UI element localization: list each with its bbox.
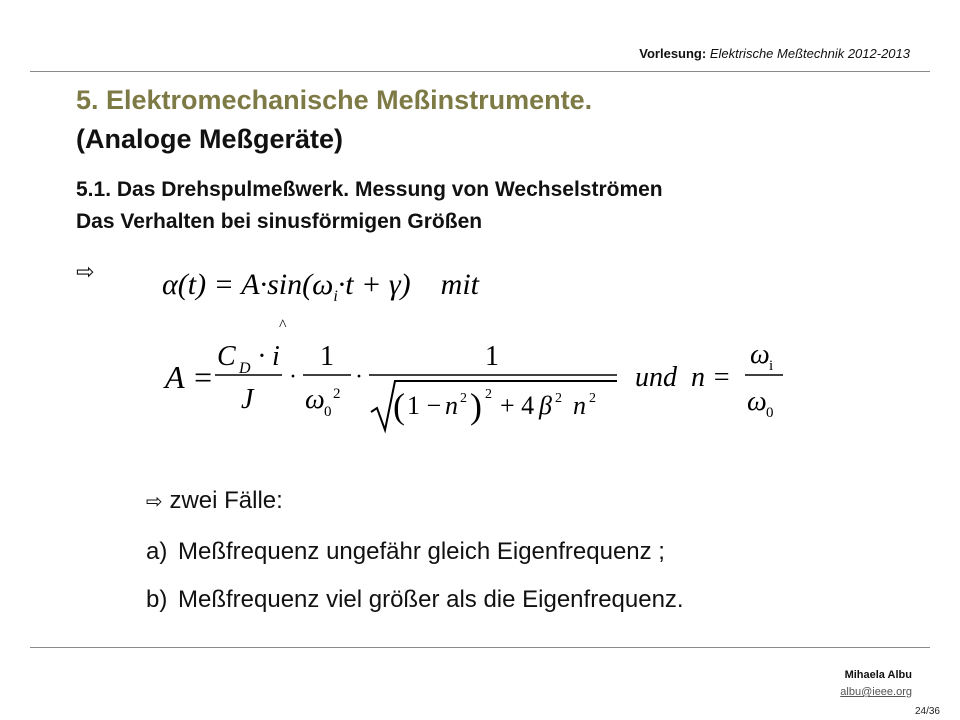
n2-sup: 2 [589, 391, 596, 406]
footer-email-link[interactable]: albu@ieee.org [840, 686, 912, 698]
one-minus: 1 − [407, 391, 442, 420]
slide-subtitle: (Analoge Meßgeräte) [76, 124, 344, 154]
formula-alpha-rest: ·t + γ) [337, 268, 411, 301]
formula-amplitude [155, 318, 795, 438]
slide-title: 5. Elektromechanische Meßinstrumente. [76, 85, 593, 115]
lecture-header [0, 46, 960, 61]
paren-close: ) [470, 386, 482, 426]
symbol-beta: β [539, 391, 552, 420]
formula-mit: mit [440, 268, 480, 301]
dot-2: · [355, 364, 363, 390]
omega-i: ω [750, 339, 770, 370]
formula-alpha-main: α(t) = A·sin(ω [162, 268, 334, 301]
symbol-omega0: ω [305, 384, 325, 415]
header-course: Elektrische Meßtechnik 2012-2013 [709, 46, 910, 61]
paren-open: ( [393, 386, 405, 426]
header-prefix: Vorlesung: [639, 46, 707, 61]
footer-divider [30, 647, 930, 648]
case-a-label: a) [146, 538, 168, 565]
n-sup: 2 [460, 391, 467, 406]
symbol-n: n [445, 391, 458, 420]
dot-1: · [289, 364, 297, 390]
arrow-icon: ⇨ [76, 260, 95, 285]
cases-intro [146, 486, 283, 516]
formula-alpha [162, 268, 479, 306]
header-divider [30, 71, 930, 72]
page-number: 24/36 [914, 706, 940, 717]
omega-0-den: ω [747, 386, 767, 417]
case-a-text: Meßfrequenz ungefähr gleich Eigenfrequenz ; [178, 538, 665, 565]
hat-accent: ^ [279, 318, 287, 334]
case-a [146, 537, 665, 567]
footer-author: Mihaela Albu [844, 669, 912, 681]
case-b [146, 585, 684, 615]
omega0-sup: 2 [333, 386, 341, 402]
case-b-label: b) [146, 586, 168, 613]
arrow-icon: ⇨ [146, 489, 163, 513]
symbol-dot-i: · i [258, 341, 280, 372]
section-heading: 5.1. Das Drehspulmeßwerk. Messung von Wechselströmen [76, 178, 663, 201]
symbol-J: J [241, 384, 254, 415]
symbol-n2: n [573, 391, 586, 420]
case-b-text: Meßfrequenz viel größer als die Eigenfrequenz. [178, 586, 684, 613]
und-n: und n = [635, 362, 731, 393]
symbol-A: A = [165, 359, 214, 395]
beta-sup: 2 [555, 391, 562, 406]
numerator-2: 1 [485, 341, 499, 372]
formula-alpha-sub: i [333, 288, 338, 305]
symbol-CD: C [217, 341, 236, 372]
paren-sup: 2 [485, 387, 492, 402]
cases-intro-text: zwei Fälle: [169, 487, 283, 514]
section-subheading: Das Verhalten bei sinusförmigen Größen [76, 210, 483, 233]
omega-0-den-sub: 0 [766, 405, 774, 421]
symbol-D-sub: D [239, 360, 251, 377]
omega-i-sub: i [769, 358, 774, 374]
omega0-sub: 0 [324, 404, 332, 420]
plus-four: + 4 [500, 391, 535, 420]
numerator-1: 1 [320, 341, 334, 372]
